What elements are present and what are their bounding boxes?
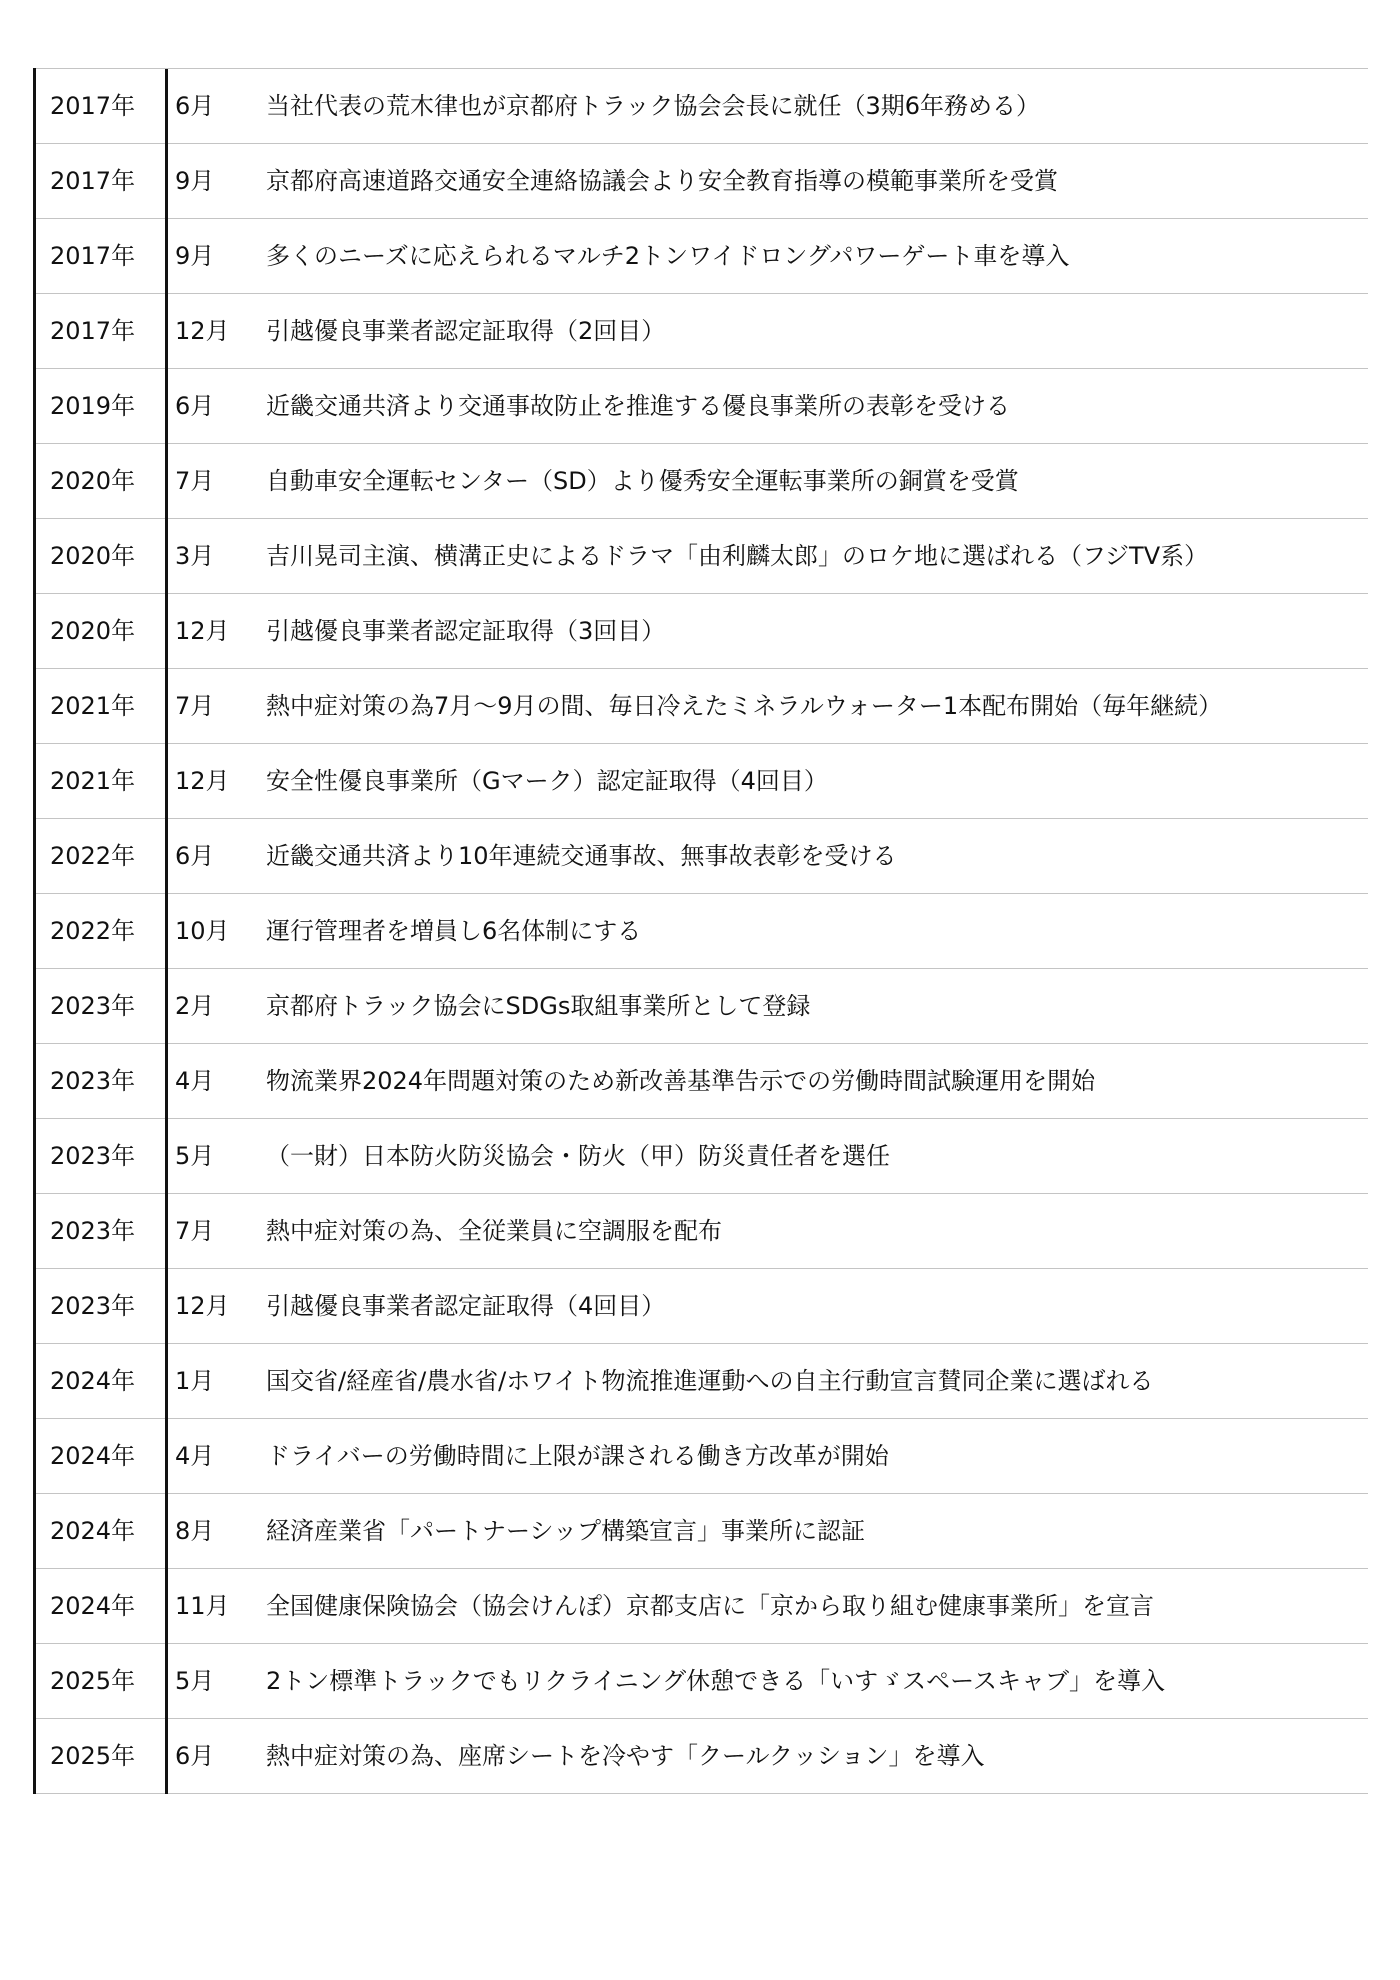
event-cell: 全国健康保険協会（協会けんぽ）京都支店に「京から取り組む健康事業所」を宣言	[266, 1592, 1154, 1620]
history-row	[36, 669, 1368, 744]
history-row	[36, 1719, 1368, 1794]
event-cell: 熱中症対策の為7月～9月の間、毎日冷えたミネラルウォーター1本配布開始（毎年継続）	[266, 692, 1223, 720]
year-cell: 2021年	[50, 692, 136, 720]
event-cell: 安全性優良事業所（Gマーク）認定証取得（4回目）	[266, 767, 828, 795]
year-cell: 2023年	[50, 1217, 136, 1245]
year-cell: 2022年	[50, 917, 136, 945]
year-cell: 2017年	[50, 242, 136, 270]
history-row	[36, 1044, 1368, 1119]
event-cell: 引越優良事業者認定証取得（4回目）	[266, 1292, 666, 1320]
year-cell: 2020年	[50, 467, 136, 495]
history-row	[36, 819, 1368, 894]
event-cell: 近畿交通共済より交通事故防止を推進する優良事業所の表彰を受ける	[266, 392, 1010, 420]
year-cell: 2017年	[50, 317, 136, 345]
month-cell: 4月	[175, 1067, 215, 1095]
event-cell: 熱中症対策の為、全従業員に空調服を配布	[266, 1217, 722, 1245]
history-row	[36, 744, 1368, 819]
month-cell: 7月	[175, 467, 215, 495]
event-cell: 自動車安全運転センター（SD）より優秀安全運転事業所の銅賞を受賞	[266, 467, 1019, 495]
year-cell: 2020年	[50, 542, 136, 570]
history-row	[36, 1344, 1368, 1419]
month-cell: 9月	[175, 167, 215, 195]
year-cell: 2025年	[50, 1742, 136, 1770]
year-cell: 2025年	[50, 1667, 136, 1695]
event-cell: 引越優良事業者認定証取得（3回目）	[266, 617, 666, 645]
history-row	[36, 1269, 1368, 1344]
event-cell: 熱中症対策の為、座席シートを冷やす「クールクッション」を導入	[266, 1742, 985, 1770]
event-cell: （一財）日本防火防災協会・防火（甲）防災責任者を選任	[266, 1142, 890, 1170]
event-cell: 当社代表の荒木律也が京都府トラック協会会長に就任（3期6年務める）	[266, 92, 1041, 120]
event-cell: 物流業界2024年問題対策のため新改善基準告示での労働時間試験運用を開始	[266, 1067, 1096, 1095]
month-cell: 12月	[175, 617, 230, 645]
month-cell: 6月	[175, 842, 215, 870]
month-cell: 5月	[175, 1142, 215, 1170]
history-row	[36, 294, 1368, 369]
year-cell: 2022年	[50, 842, 136, 870]
month-cell: 12月	[175, 767, 230, 795]
history-row	[36, 594, 1368, 669]
year-cell: 2023年	[50, 992, 136, 1020]
event-cell: 経済産業省「パートナーシップ構築宣言」事業所に認証	[266, 1517, 866, 1545]
history-row	[36, 1494, 1368, 1569]
year-cell: 2024年	[50, 1367, 136, 1395]
month-cell: 8月	[175, 1517, 215, 1545]
history-row	[36, 219, 1368, 294]
history-row	[36, 444, 1368, 519]
history-row	[36, 1569, 1368, 1644]
year-cell: 2021年	[50, 767, 136, 795]
event-cell: 引越優良事業者認定証取得（2回目）	[266, 317, 666, 345]
history-row	[36, 1194, 1368, 1269]
event-cell: ドライバーの労働時間に上限が課される働き方改革が開始	[266, 1442, 889, 1470]
year-cell: 2024年	[50, 1517, 136, 1545]
month-cell: 12月	[175, 317, 230, 345]
month-cell: 6月	[175, 1742, 215, 1770]
year-cell: 2017年	[50, 167, 136, 195]
month-cell: 6月	[175, 392, 215, 420]
history-row	[36, 1419, 1368, 1494]
year-cell: 2019年	[50, 392, 136, 420]
month-cell: 4月	[175, 1442, 215, 1470]
month-cell: 1月	[175, 1367, 215, 1395]
month-cell: 10月	[175, 917, 230, 945]
event-cell: 京都府トラック協会にSDGs取組事業所として登録	[266, 992, 811, 1020]
month-cell: 6月	[175, 92, 215, 120]
event-cell: 多くのニーズに応えられるマルチ2トンワイドロングパワーゲート車を導入	[266, 242, 1070, 270]
history-row	[36, 369, 1368, 444]
history-row	[36, 144, 1368, 219]
history-row	[36, 1119, 1368, 1194]
history-row	[36, 894, 1368, 969]
year-cell: 2024年	[50, 1442, 136, 1470]
month-cell: 7月	[175, 1217, 215, 1245]
year-cell: 2023年	[50, 1142, 136, 1170]
year-cell: 2024年	[50, 1592, 136, 1620]
event-cell: 近畿交通共済より10年連続交通事故、無事故表彰を受ける	[266, 842, 897, 870]
history-table	[33, 68, 1368, 1794]
history-row	[36, 69, 1368, 144]
month-cell: 5月	[175, 1667, 215, 1695]
month-cell: 9月	[175, 242, 215, 270]
history-rows	[36, 69, 1368, 1794]
event-cell: 2トン標準トラックでもリクライニング休憩できる「いすゞスペースキャブ」を導入	[266, 1667, 1165, 1695]
year-cell: 2023年	[50, 1067, 136, 1095]
month-cell: 12月	[175, 1292, 230, 1320]
month-cell: 3月	[175, 542, 215, 570]
year-cell: 2023年	[50, 1292, 136, 1320]
event-cell: 運行管理者を増員し6名体制にする	[266, 917, 642, 945]
year-cell: 2020年	[50, 617, 136, 645]
year-cell: 2017年	[50, 92, 136, 120]
history-row	[36, 1644, 1368, 1719]
event-cell: 吉川晃司主演、横溝正史によるドラマ「由利麟太郎」のロケ地に選ばれる（フジTV系）	[266, 542, 1209, 570]
event-cell: 国交省/経産省/農水省/ホワイト物流推進運動への自主行動宣言賛同企業に選ばれる	[266, 1367, 1154, 1395]
history-row	[36, 969, 1368, 1044]
month-cell: 7月	[175, 692, 215, 720]
event-cell: 京都府高速道路交通安全連絡協議会より安全教育指導の模範事業所を受賞	[266, 167, 1058, 195]
month-cell: 11月	[175, 1592, 230, 1620]
history-row	[36, 519, 1368, 594]
month-cell: 2月	[175, 992, 215, 1020]
